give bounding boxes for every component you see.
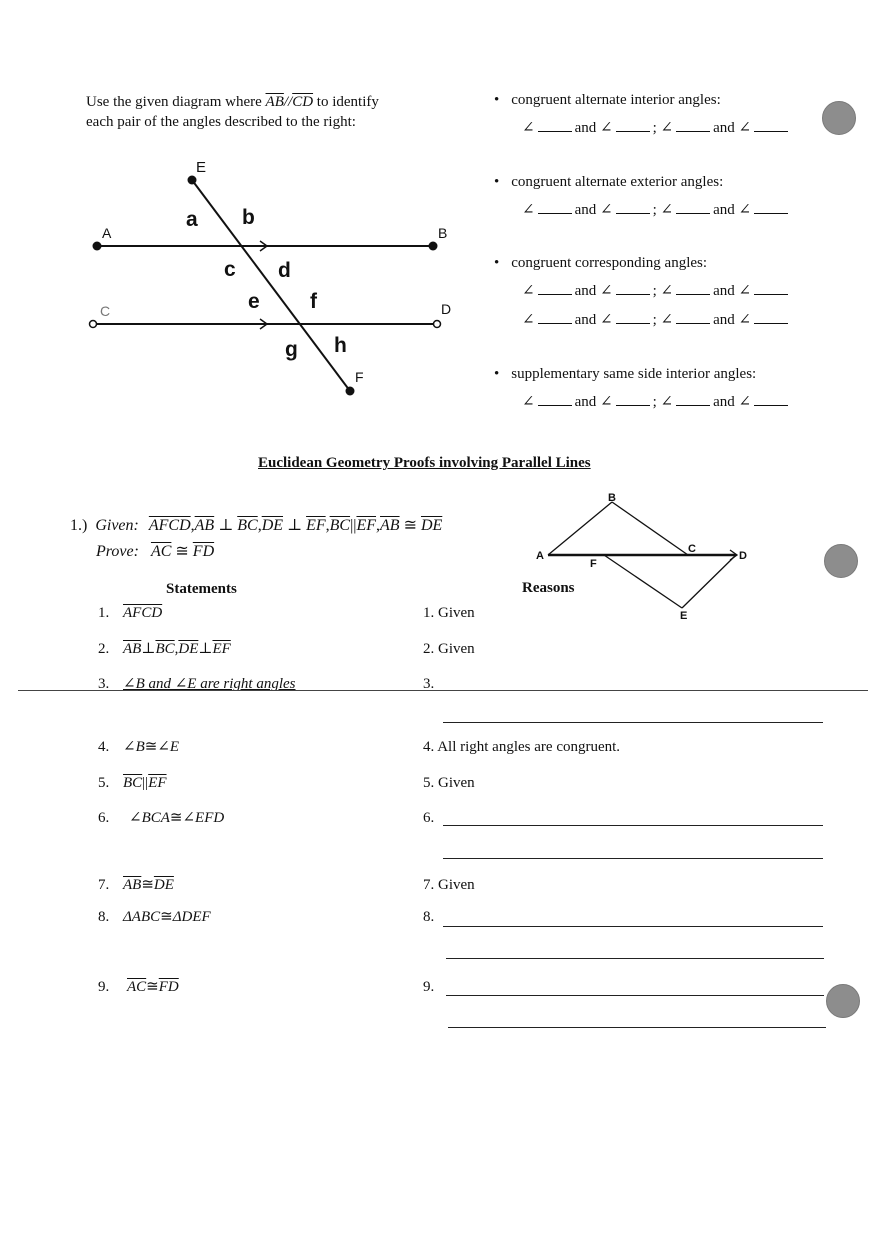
answer-blanks-alt-exterior[interactable]: ∠ and ∠ ; ∠ and ∠ [522,200,824,219]
intro-line-2: each pair of the angles described to the right: [86,114,356,130]
label-b: B [608,492,616,504]
label-f: F [590,558,597,570]
label-c: C [688,543,696,555]
statement-8: 8. ΔABC≅ΔDEF [98,909,211,925]
punch-hole-top [822,101,856,135]
statement-4: 4. ∠B≅∠E [98,739,180,755]
label-point-d: D [441,301,452,317]
point-d-dot [434,321,441,328]
label-d: D [739,550,747,562]
segment-ed [682,555,736,608]
statement-6: 6. ∠BCA≅∠EFD [98,810,225,826]
statement-5: 5. $\overline{BC}||\overline{EF}$ [98,775,167,791]
reason-7: 7. Given [423,877,475,893]
reason-3-label: 3. [423,676,435,692]
bullet-alt-exterior: • congruent alternate exterior angles: ∠ and ∠ ; ∠ and ∠ [494,174,824,219]
segment-fe [604,555,682,608]
scan-fold-line [18,690,868,691]
statement-7: 7. $\overline{AB}≅\overline{DE}$ [98,877,174,893]
reason-1: 1. Given [423,605,475,621]
statements-header: Statements [166,581,237,597]
point-b-dot [429,242,438,251]
label-a: A [536,550,544,562]
point-e-dot [188,176,197,185]
reason-3-blank-2[interactable] [443,722,823,723]
label-point-c: C [100,303,111,319]
label-angle-b: b [242,206,255,229]
bullet-corresponding: • congruent corresponding angles: ∠ and ∠ ; ∠ and ∠ ∠ and ∠ ; ∠ and ∠ [494,255,824,329]
proof-diagram [530,490,770,625]
parallel-lines-diagram [80,150,470,410]
segment-ab [548,502,612,555]
reason-8-label: 8. [423,909,435,925]
label-e: E [680,610,688,622]
bullet-dot: • [494,255,500,271]
bullet-dot: • [494,92,500,108]
label-angle-d: d [278,259,291,282]
segment-bc [612,502,688,555]
label-point-f: F [355,369,364,385]
reason-6-blank-1[interactable] [443,825,823,826]
reason-9-blank-1[interactable] [446,995,824,996]
reason-9-blank-2[interactable] [448,1027,826,1028]
answer-blanks-corresponding-2[interactable]: ∠ and ∠ ; ∠ and ∠ [522,310,824,329]
label-angle-e: e [248,290,260,313]
answer-blanks-corresponding-1[interactable]: ∠ and ∠ ; ∠ and ∠ [522,281,824,300]
bullet-alt-interior: • congruent alternate interior angles: ∠ and ∠ ; ∠ and ∠ [494,92,824,137]
reason-8-blank-1[interactable] [443,926,823,927]
punch-hole-bottom [826,984,860,1018]
answer-blanks-same-side[interactable]: ∠ and ∠ ; ∠ and ∠ [522,392,834,411]
label-angle-h: h [334,334,347,357]
proof-given: 1.) Given: $AFCD,\overline{AB}$ ⊥ $\overline{BC},\overline{DE}$ ⊥ $\overline{EF},\overline{BC}||\overline{EF},\overline{AB}$ ≅ $\overline{DE}$ [70,517,443,534]
proof-prove: Prove: $\overline{AC}$ ≅ $\overline{FD}$ [96,543,215,560]
intro-line-1: Use the given diagram where $\overline{AB}//\overline{CD}$ to identify [86,94,379,110]
bullet-dot: • [494,366,500,382]
statement-1: 1. AFCD [98,605,163,621]
transversal-ef [192,180,350,391]
statement-2: 2. $\overline{AB}\perp\overline{BC},\overline{DE}\perp\overline{EF}$ [98,641,231,657]
reason-5: 5. Given [423,775,475,791]
reason-9-label: 9. [423,979,435,995]
section-title: Euclidean Geometry Proofs involving Parallel Lines [258,455,591,471]
punch-hole-middle [824,544,858,578]
point-a-dot [93,242,102,251]
point-f-dot [346,387,355,396]
point-c-dot [90,321,97,328]
label-point-b: B [438,225,448,241]
bullet-dot: • [494,174,500,190]
intro-text [86,92,456,132]
label-angle-f: f [310,290,317,313]
label-point-e: E [196,159,207,176]
label-angle-c: c [224,258,236,281]
reason-6-label: 6. [423,810,435,826]
reason-6-blank-2[interactable] [443,858,823,859]
statement-3: 3. ∠B and ∠E are right angles [98,676,296,692]
reason-2: 2. Given [423,641,475,657]
bullet-same-side-interior: • supplementary same side interior angles: ∠ and ∠ ; ∠ and ∠ [494,366,834,411]
answer-blanks-alt-interior[interactable]: ∠ and ∠ ; ∠ and ∠ [522,118,824,137]
label-point-a: A [102,225,112,241]
reason-4: 4. All right angles are congruent. [423,739,621,755]
statement-9: 9. $\overline{AC}≅\overline{FD}$ [98,979,179,995]
label-angle-a: a [186,208,198,231]
label-angle-g: g [285,338,298,361]
reason-8-blank-2[interactable] [446,958,824,959]
reasons-header: Reasons [522,580,575,596]
